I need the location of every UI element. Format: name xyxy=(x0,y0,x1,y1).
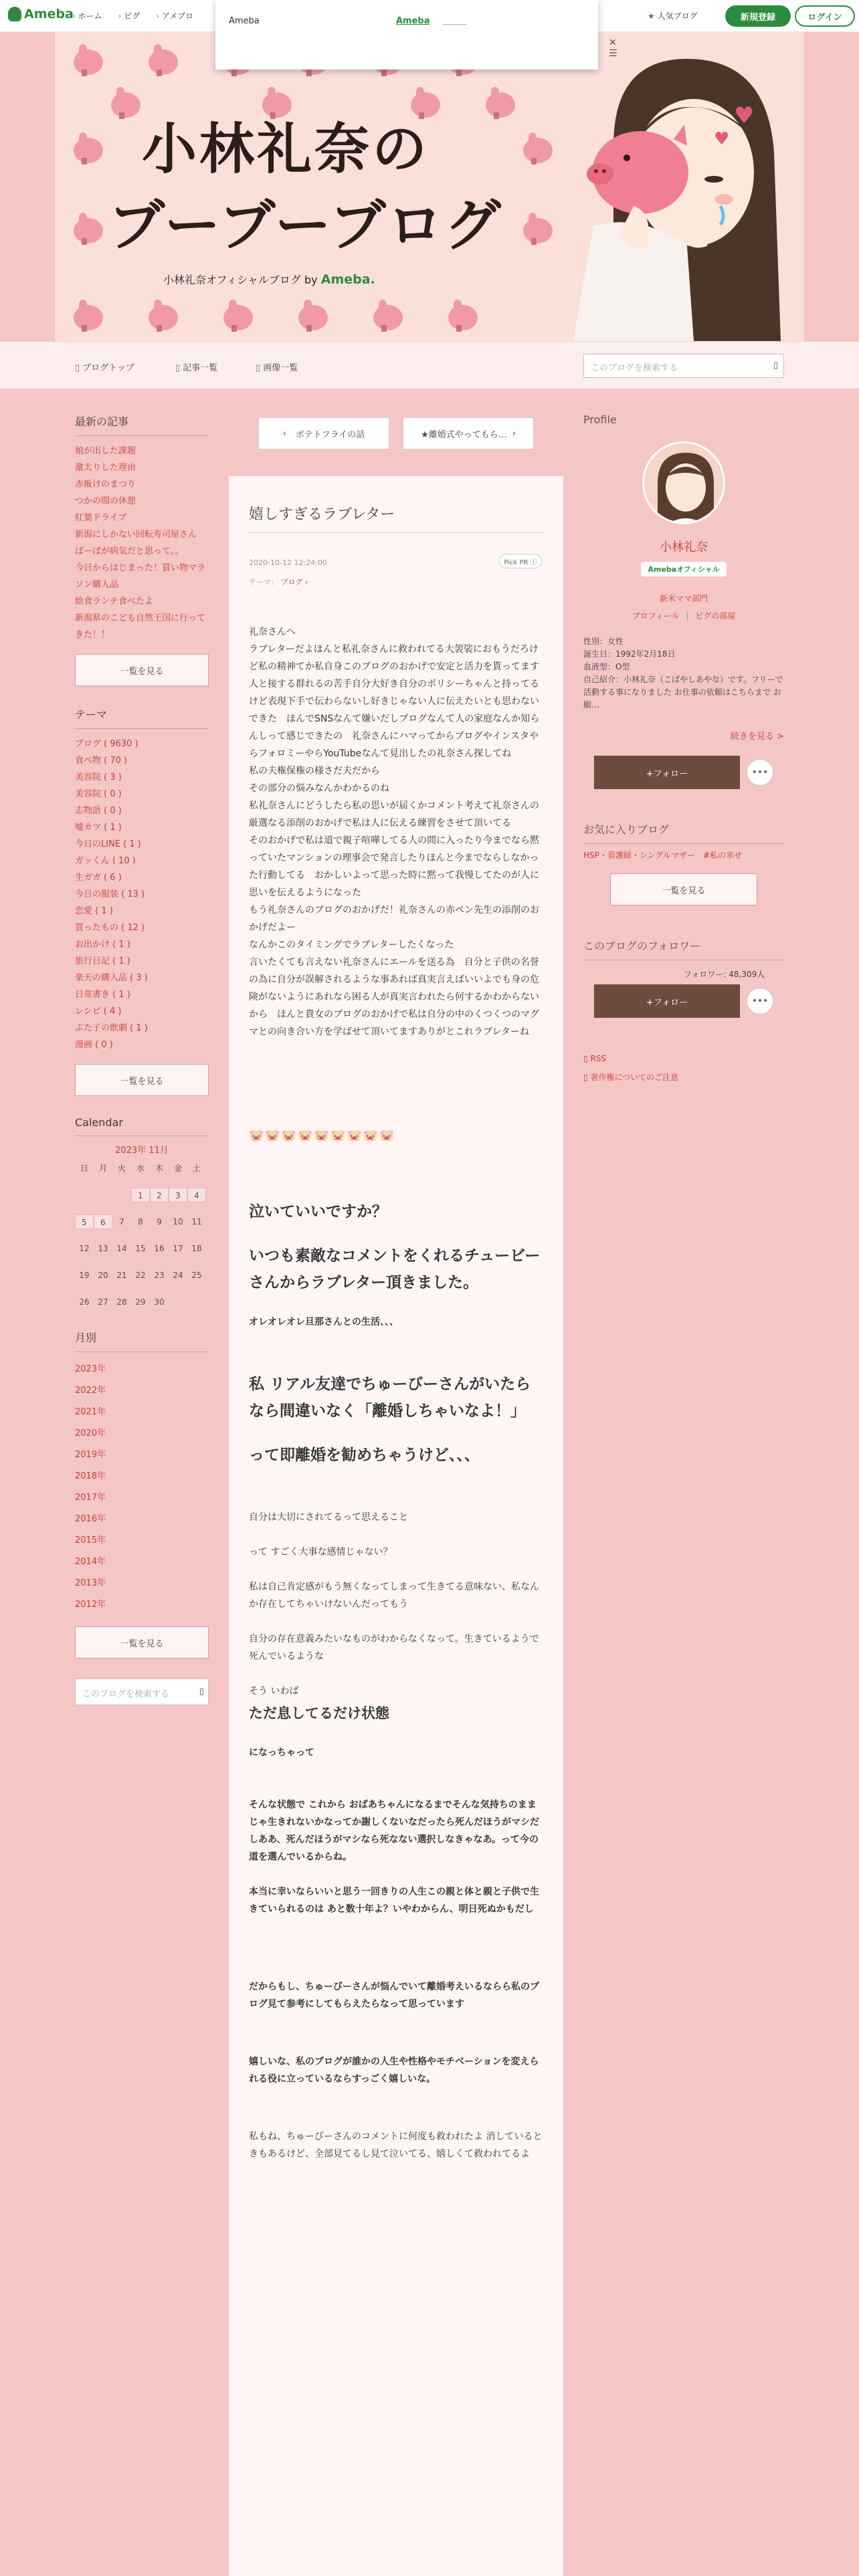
theme-link[interactable]: 嘘カツ ( 1 ) xyxy=(75,823,122,833)
read-more-link[interactable]: 続きを見る > xyxy=(730,732,784,742)
year-link[interactable]: 2022年 xyxy=(75,1386,106,1396)
more-options-button-2[interactable]: ••• xyxy=(747,988,773,1014)
heart-icon: ♥ xyxy=(734,102,755,129)
year-link[interactable]: 2014年 xyxy=(75,1557,106,1567)
profile-info xyxy=(583,635,784,712)
recent-article-link[interactable]: つかの間の休憩 xyxy=(75,496,136,506)
body-paragraph: 自分は大切にされてるって思えること xyxy=(249,1512,408,1523)
popup-close-button[interactable]: ✕ ☰ xyxy=(609,37,617,59)
calendar-day[interactable]: 11 xyxy=(191,1217,202,1226)
calendar-day[interactable]: 24 xyxy=(173,1271,183,1280)
article-card xyxy=(229,476,563,2576)
calendar-day[interactable]: 19 xyxy=(79,1271,90,1280)
favorite-blog-links[interactable]: HSP・看護師・シングルマザー #私の幸せ xyxy=(583,851,743,860)
popular-blogs-link[interactable] xyxy=(648,10,698,21)
followers-heading: このブログのフォロワー xyxy=(583,938,784,960)
profile-links: プロフィール | ピグの部屋 xyxy=(632,611,736,621)
body-paragraph: 私の夫権保権の様さだ夫だから xyxy=(249,766,380,776)
pig-icon xyxy=(74,44,104,78)
pig-icon xyxy=(486,87,516,120)
recent-article-link[interactable]: 絵食ランチ食べたよ xyxy=(75,597,154,607)
bold-text: オレオレオレ旦那さんとの生活、、、 xyxy=(249,1317,399,1327)
next-article-button[interactable] xyxy=(403,417,534,449)
year-link[interactable]: 2016年 xyxy=(75,1514,106,1524)
right-sidebar xyxy=(583,413,784,1149)
calendar-day xyxy=(75,1188,94,1202)
document-icon: ▯ xyxy=(583,1073,591,1082)
popup-divider xyxy=(443,24,467,25)
calendar-day[interactable]: 21 xyxy=(116,1271,127,1280)
sidebar-search-placeholder: このブログを検索する xyxy=(82,1689,170,1699)
nav-blog-top[interactable]: ▯ ブログトップ xyxy=(75,360,134,373)
theme-label: テーマ： xyxy=(249,578,278,586)
year-link[interactable]: 2021年 xyxy=(75,1407,106,1417)
pig-icon xyxy=(373,300,404,333)
pig-icon xyxy=(523,132,554,166)
calendar-day xyxy=(169,1295,187,1309)
theme-link[interactable]: 美容院 ( 3 ) xyxy=(75,772,122,782)
calendar-weekday: 木 xyxy=(155,1164,163,1173)
favorites-see-all-button[interactable]: 一覧を見る xyxy=(610,873,757,905)
theme-link[interactable]: 生ガガ ( 6 ) xyxy=(75,873,122,883)
headline-text: ただ息してるだけ状態 xyxy=(249,1705,389,1721)
calendar-day[interactable]: 22 xyxy=(135,1271,146,1280)
recent-article-link[interactable]: 新潟県のこども自然王国に行ってきた！！ xyxy=(75,613,206,640)
year-link[interactable]: 2023年 xyxy=(75,1364,106,1374)
rss-link[interactable] xyxy=(583,1054,606,1063)
recent-article-link[interactable]: 赤飯けのまつり xyxy=(75,479,136,490)
popup-link[interactable]: Ameba xyxy=(396,16,430,26)
pig-icon xyxy=(223,300,254,333)
blog-subtitle xyxy=(163,272,375,287)
nav-image-list[interactable]: ▯ 画像一覧 xyxy=(256,360,298,373)
ameba-logo[interactable] xyxy=(8,7,74,21)
star-icon: ★ xyxy=(648,11,655,21)
more-options-button[interactable]: ••• xyxy=(747,759,773,786)
calendar-day[interactable]: 6 xyxy=(94,1214,112,1229)
theme-link[interactable]: 日常書き ( 1 ) xyxy=(75,990,130,1000)
pick-pr-badge[interactable]: Pick PR ⓘ xyxy=(499,554,542,568)
nav-home[interactable]: › ホーム xyxy=(72,10,102,21)
year-link[interactable]: 2013年 xyxy=(75,1578,106,1588)
theme-link[interactable]: 買ったもの ( 12 ) xyxy=(75,923,145,933)
copyright-link[interactable] xyxy=(583,1071,678,1083)
body-paragraph: 人と接する群れるの苦手自分大好き自分のポリシーちゃんと持ってるけど表現下手で伝わらないし好きじゃない人に伝えたいとも思わないできた ほんでSNSなんて嫌いだしブログなんて人の家庭なんか知らんしって感じできたの 礼奈さんにハマってからブログやインスタやらフォロミーやらYouTubeなんて見出したの礼奈さん探してね xyxy=(249,679,540,759)
pig-icon xyxy=(523,213,554,246)
popup-label: Ameba xyxy=(229,16,260,26)
year-link[interactable]: 2017年 xyxy=(75,1493,106,1503)
global-nav xyxy=(72,10,193,21)
login-button[interactable]: ログイン xyxy=(795,5,855,27)
year-link[interactable]: 2018年 xyxy=(75,1471,106,1481)
calendar-day[interactable]: 30 xyxy=(154,1297,165,1307)
heart-icon: ♥ xyxy=(714,129,730,149)
article-body xyxy=(249,623,543,2163)
theme-link[interactable]: 旅行日記 ( 1 ) xyxy=(75,956,130,966)
theme-link[interactable]: ブログ xyxy=(280,578,303,586)
followers-count: フォロワー: 48,309人 xyxy=(684,970,765,979)
body-paragraph: そう いわば xyxy=(249,1686,299,1697)
pig-icon xyxy=(74,300,104,333)
theme-link[interactable]: レシピ ( 4 ) xyxy=(75,1006,122,1016)
recent-see-all-button[interactable]: 一覧を見る xyxy=(75,654,209,686)
blog-search-input[interactable] xyxy=(583,354,784,378)
body-paragraph: ラブレターだよほんと私礼奈さんに救われてる大袈裟におもうだろけど私の精神てか私自身このブログのおかげで安定と活力を貰ってます xyxy=(249,644,539,672)
theme-link[interactable]: 志物語 ( 0 ) xyxy=(75,806,122,816)
article-theme xyxy=(249,576,308,587)
headline-text: って即離婚を勧めちゃうけど、、、 xyxy=(249,1446,480,1464)
headline-text: いつも素敵なコメントをくれるチュービーさんからラブレター頂きました。 xyxy=(249,1247,541,1291)
pig-icon xyxy=(448,300,479,333)
pig-emoji-row: 🐷🐷🐷🐷🐷🐷🐷🐷🐷 xyxy=(249,1129,396,1143)
calendar-weekday: 月 xyxy=(98,1164,107,1173)
monthly-heading: 月別 xyxy=(75,1329,209,1352)
blog-header-banner[interactable] xyxy=(55,32,804,341)
theme-see-all-button[interactable]: 一覧を見る xyxy=(75,1064,209,1096)
calendar-day xyxy=(112,1188,131,1202)
body-paragraph: もう礼奈さんのブログのおかげだ！礼奈さんの赤ペン先生の添削のおかげだよー xyxy=(249,905,539,933)
nav-article-list[interactable]: ▯ 記事一覧 xyxy=(175,360,217,373)
theme-link[interactable]: お出かけ ( 1 ) xyxy=(75,940,130,950)
follow-button[interactable]: +フォロー xyxy=(594,756,740,789)
year-link[interactable]: 2012年 xyxy=(75,1600,106,1610)
prev-article-label: ポテトフライの話 xyxy=(295,429,365,440)
bold-text: になっちゃって xyxy=(249,1747,314,1758)
popular-blogs-label: 人気ブログ xyxy=(657,11,698,21)
body-paragraph: 私礼奈さんにどうしたら私の思いが届くかコメント考えて礼奈さんの厳選なる添削のおかげで私は人に伝える練習をさせて頂いてる xyxy=(249,800,539,829)
calendar-grid xyxy=(75,1161,209,1309)
bold-text: 嬉しいな、私のブログが誰かの人生や性格やモチベーションを変えられる役に立っているならすっごく嬉しいな。 xyxy=(249,2056,539,2084)
ameba-logo-icon xyxy=(8,7,21,21)
calendar-day[interactable]: 10 xyxy=(173,1217,183,1226)
pig-icon xyxy=(74,213,104,246)
calendar-day[interactable]: 25 xyxy=(191,1271,202,1280)
calendar-day[interactable]: 18 xyxy=(191,1244,202,1253)
chevron-right-icon: › xyxy=(305,578,308,586)
theme-link[interactable]: 恋愛 ( 1 ) xyxy=(75,906,113,916)
headline-text: 私 リアル友達でちゅーびーさんがいたらなら間違いなく「離婚しちゃいなよ！」 xyxy=(249,1376,531,1420)
favorite-blogs-heading: お気に入りブログ xyxy=(583,821,784,844)
calendar-day[interactable]: 26 xyxy=(79,1297,90,1307)
profile-intro: 自己紹介：小林礼奈（こばやしあやな）です。フリーで活動する事になりました お仕事の依頼はこちらまで お願… xyxy=(583,675,783,710)
copyright-label: 著作権についてのご注意 xyxy=(590,1073,679,1082)
title-divider xyxy=(249,532,543,533)
pig-icon xyxy=(149,300,179,333)
blog-nav-bar xyxy=(0,341,859,389)
theme-heading: テーマ xyxy=(75,706,209,729)
search-icon[interactable]: ▯ xyxy=(773,360,778,370)
calendar-day[interactable]: 5 xyxy=(75,1214,94,1229)
calendar-day[interactable]: 1 xyxy=(131,1188,150,1202)
year-link[interactable]: 2020年 xyxy=(75,1428,106,1438)
sidebar-search-input[interactable] xyxy=(75,1679,209,1705)
body-paragraph: 言いたくても言えない礼奈さんにエールを送る為 自分と子供の名誉の為に自分が誤解されるような事あれば真実言えばいいよでも身の危険がないようにあれなら困る人が真実言われたら何するかわからないから ほんと貴女のブログのおかげで私は自分の中のくつくつのマグマとの向き合い方を学ばせて頂いてますありがとこれラブレターね xyxy=(249,957,539,1037)
body-paragraph: なんかこのタイミングでラブレターしたくなった xyxy=(249,940,454,950)
profile-link[interactable]: プロフィール xyxy=(632,611,680,621)
calendar-day[interactable]: 8 xyxy=(138,1217,143,1226)
article-date: 2020-10-12 12:24:00 xyxy=(249,558,327,567)
nav-pigg[interactable]: › ピグ xyxy=(118,10,140,21)
theme-link[interactable]: ぶた子の飲劇 ( 1 ) xyxy=(75,1023,148,1033)
calendar-day[interactable]: 7 xyxy=(119,1217,124,1226)
year-link[interactable]: 2019年 xyxy=(75,1450,106,1460)
profile-category[interactable]: 新米ママ部門 xyxy=(659,594,708,603)
profile-birthday: 誕生日：1992年2月18日 xyxy=(583,649,676,659)
calendar-weekday: 水 xyxy=(136,1164,145,1173)
calendar-heading: Calendar xyxy=(75,1116,209,1136)
theme-link[interactable]: 美容院 ( 0 ) xyxy=(75,789,122,799)
theme-link[interactable]: 今日の服装 ( 13 ) xyxy=(75,889,145,899)
register-button[interactable]: 新規登録 xyxy=(725,5,791,27)
recent-article-link[interactable]: ぱーぱが病気だと思って。。 xyxy=(75,546,184,556)
calendar-weekday: 土 xyxy=(192,1164,201,1173)
profile-blood: 血液型：O型 xyxy=(583,662,630,671)
ameba-brand-text: Ameba. xyxy=(320,272,375,287)
bold-text: そんな状態で これから おばあちゃんになるまでそんな気持ちのままじゃ生きれないかなってか謝しくないなだったら死んだほうがマシだしああ、死んだほうがマシなら死なない選択しなきゃなあ。って今の道を選んでいるからね。 xyxy=(249,1800,539,1862)
theme-link[interactable]: 食べ物 ( 70 ) xyxy=(75,756,128,766)
rss-icon: ▯ xyxy=(583,1054,591,1063)
body-paragraph: 自分の存在意義みたいなものがわからなくなって。生きているようで 死んでいるような xyxy=(249,1634,539,1662)
calendar-day[interactable]: 28 xyxy=(116,1297,127,1307)
blog-title-line1: 小林礼奈の xyxy=(142,117,430,181)
calendar-day[interactable]: 23 xyxy=(154,1271,165,1280)
recent-article-link[interactable]: 紅葉ドライブ xyxy=(75,513,127,523)
recent-article-link[interactable]: 娘が出した課題 xyxy=(75,446,136,456)
body-paragraph: って すごく大事な感情じゃない？ xyxy=(249,1547,393,1558)
profile-name[interactable]: 小林礼奈 xyxy=(660,540,708,554)
recent-article-link[interactable]: 新潟にしかない回転寿司屋さん xyxy=(75,530,197,540)
calendar-weekday: 金 xyxy=(173,1164,182,1173)
calendar-weekday: 火 xyxy=(117,1164,126,1173)
calendar-weekday: 日 xyxy=(80,1164,88,1173)
theme-link[interactable]: 楽天の購入品 ( 3 ) xyxy=(75,973,148,983)
body-paragraph: 私もね、ちゅーびーさんのコメントに何度も救われたよ 消しているときもあるけど、全部見てるし見て泣いてる、嬉しくて救われてるよ xyxy=(249,2131,543,2159)
year-link[interactable]: 2015年 xyxy=(75,1535,106,1545)
recent-article-link[interactable]: 激太りした理由 xyxy=(75,463,136,473)
ameba-logo-text: Ameba xyxy=(24,7,74,21)
blog-subtitle-text: 小林礼奈オフィシャルブログ by xyxy=(163,274,318,286)
left-sidebar xyxy=(75,413,209,1705)
calendar-day[interactable]: 14 xyxy=(116,1244,127,1253)
calendar-day[interactable]: 15 xyxy=(135,1244,146,1253)
body-paragraph: そのおかげで私は道で親子喧嘩してる人の間に入ったり今までなら黙っていたマンションの理事会で発言したりほんと今までならしなかった行動してる おかしいよって思った時に黙って我慢してたのが人に思いを伝えるようになった xyxy=(249,835,539,898)
nav-ameblo[interactable]: › アメブロ xyxy=(156,10,193,21)
headline-text: 泣いていいですか？ xyxy=(249,1203,387,1220)
theme-link[interactable]: ガッくん ( 10 ) xyxy=(75,856,136,866)
author-illustration xyxy=(553,45,794,341)
profile-heading: Profile xyxy=(583,413,617,426)
theme-link[interactable]: ブログ ( 9630 ) xyxy=(75,739,138,749)
pig-icon xyxy=(74,132,104,166)
calendar-day[interactable]: 16 xyxy=(154,1244,165,1253)
bold-text: だからもし、ちゅーびーさんが悩んでいて離婚考えいるならら私のブログ見て参考にしてもらえたらなって思っています xyxy=(249,1981,539,2010)
follow-button-2[interactable]: +フォロー xyxy=(594,984,740,1018)
official-badge: Amebaオフィシャル xyxy=(641,562,727,576)
theme-link[interactable]: 漫画 ( 0 ) xyxy=(75,1040,113,1050)
calendar-day[interactable]: 13 xyxy=(98,1244,108,1253)
prev-article-button[interactable] xyxy=(258,417,389,449)
rss-label: RSS xyxy=(590,1054,606,1063)
recent-articles-heading: 最新の記事 xyxy=(75,413,209,436)
calendar-day[interactable]: 3 xyxy=(169,1188,187,1202)
calendar-day[interactable]: 2 xyxy=(150,1188,169,1202)
profile-gender: 性別：女性 xyxy=(583,637,624,646)
calendar-day[interactable]: 27 xyxy=(98,1297,108,1307)
body-paragraph: その部分の悩みなんかわかるのね xyxy=(249,783,389,794)
calendar-month[interactable]: 2023年 11月 xyxy=(115,1146,169,1156)
calendar-day xyxy=(94,1188,112,1202)
calendar-day[interactable]: 29 xyxy=(135,1297,146,1307)
body-paragraph: 私は自己肯定感がもう無くなってしまって生きてる意味ない、私なんか存在してちゃいけないんだってもう xyxy=(249,1582,539,1610)
pig-room-link[interactable]: ピグの部屋 xyxy=(695,611,736,621)
pig-icon xyxy=(149,44,179,78)
calendar-day[interactable]: 17 xyxy=(173,1244,183,1253)
pig-icon xyxy=(298,300,329,333)
body-paragraph: 礼奈さんへ xyxy=(249,627,296,637)
recent-article-link[interactable]: 今日からはじまった！買い物マラソン購入品 xyxy=(75,563,206,590)
chevron-right-icon: › xyxy=(512,428,516,439)
calendar-day xyxy=(187,1295,206,1309)
search-icon[interactable]: ▯ xyxy=(199,1687,204,1697)
pig-icon xyxy=(111,87,142,120)
calendar-day[interactable]: 9 xyxy=(157,1217,162,1226)
next-article-label: ★離婚式やってもら… xyxy=(421,429,507,440)
profile-avatar[interactable] xyxy=(642,441,725,524)
calendar-day[interactable]: 4 xyxy=(187,1188,206,1202)
calendar-day[interactable]: 20 xyxy=(98,1271,108,1280)
calendar-day[interactable]: 12 xyxy=(79,1244,90,1253)
monthly-see-all-button[interactable]: 一覧を見る xyxy=(75,1626,209,1658)
bold-text: 本当に幸いならいいと思う一回きりの人生この親と体と親と子供で生きていられるのは あと数十年よ？いやわからん、明日死ぬかもだし xyxy=(249,1887,539,1915)
search-placeholder: このブログを検索する xyxy=(591,363,678,373)
chevron-left-icon: ‹ xyxy=(282,428,286,439)
ad-popup xyxy=(215,0,617,70)
blog-title-line2: ブーブーブログ xyxy=(108,192,502,258)
theme-link[interactable]: 今日のLINE ( 1 ) xyxy=(75,839,141,849)
article-title[interactable]: 嬉しすぎるラブレター xyxy=(249,506,395,523)
